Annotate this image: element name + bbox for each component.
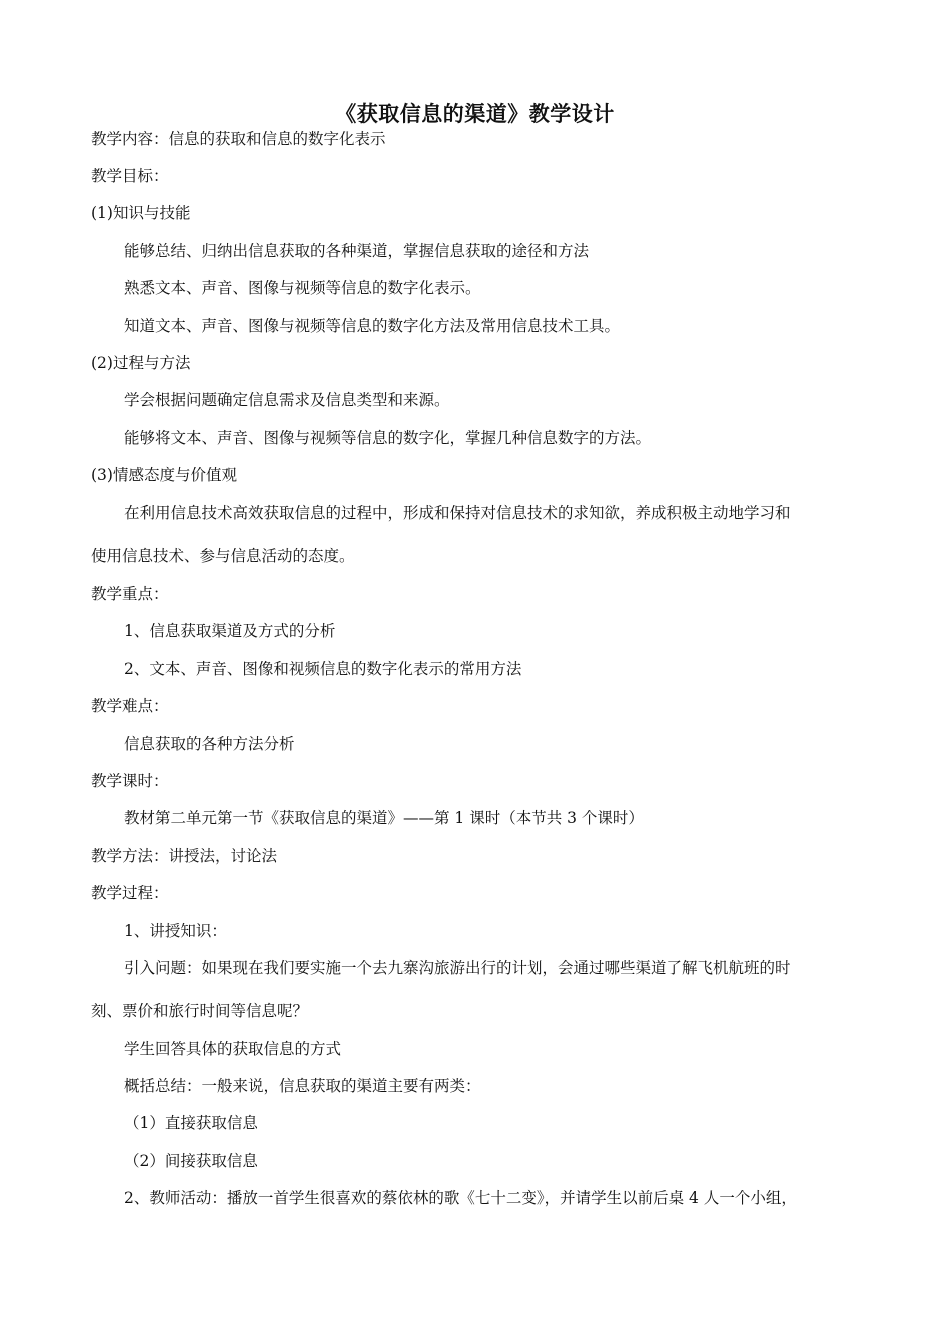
knowledge-skills-heading: (1)知识与技能 <box>91 204 191 222</box>
paragraph-line: 知道文本、声音、图像与视频等信息的数字化方法及常用信息技术工具。 <box>124 317 621 335</box>
paragraph-line: 学会根据问题确定信息需求及信息类型和来源。 <box>124 391 450 409</box>
document-title: 《获取信息的渠道》教学设计 <box>335 101 615 126</box>
teaching-goals-heading: 教学目标： <box>91 167 169 185</box>
paragraph-line: 在利用信息技术高效获取信息的过程中，形成和保持对信息技术的求知欲，养成积极主动地学习和 <box>124 504 791 522</box>
difficulties-heading: 教学难点： <box>91 697 169 715</box>
teaching-content-line: 教学内容：信息的获取和信息的数字化表示 <box>91 130 386 148</box>
paragraph-line: 学生回答具体的获取信息的方式 <box>124 1040 342 1058</box>
paragraph-line: 引入问题：如果现在我们要实施一个去九寨沟旅游出行的计划，会通过哪些渠道了解飞机航班的时 <box>124 959 791 977</box>
process-method-heading: (2)过程与方法 <box>91 354 191 372</box>
paragraph-line-continued: 使用信息技术、参与信息活动的态度。 <box>91 547 355 565</box>
teaching-methods-line: 教学方法：讲授法，讨论法 <box>91 847 278 865</box>
list-item: 1、讲授知识： <box>124 922 227 940</box>
class-hours-heading: 教学课时： <box>91 772 169 790</box>
teaching-process-heading: 教学过程： <box>91 884 169 902</box>
attitude-values-heading: (3)情感态度与价值观 <box>91 466 237 484</box>
key-points-heading: 教学重点： <box>91 585 169 603</box>
list-item: 2、文本、声音、图像和视频信息的数字化表示的常用方法 <box>124 660 522 678</box>
paragraph-line-continued: 刻、票价和旅行时间等信息呢？ <box>91 1002 309 1020</box>
list-item: （2）间接获取信息 <box>124 1152 258 1170</box>
paragraph-line: 熟悉文本、声音、图像与视频等信息的数字化表示。 <box>124 279 481 297</box>
paragraph-line: 概括总结：一般来说，信息获取的渠道主要有两类： <box>124 1077 481 1095</box>
paragraph-line: 能够总结、归纳出信息获取的各种渠道，掌握信息获取的途径和方法 <box>124 242 590 260</box>
list-item: 1、信息获取渠道及方式的分析 <box>124 622 336 640</box>
list-item: （1）直接获取信息 <box>124 1114 258 1132</box>
paragraph-line: 能够将文本、声音、图像与视频等信息的数字化，掌握几种信息数字的方法。 <box>124 429 652 447</box>
paragraph-line: 信息获取的各种方法分析 <box>124 735 295 753</box>
paragraph-line: 2、教师活动：播放一首学生很喜欢的蔡依林的歌《七十二变》，并请学生以前后桌 4 人一个小组， <box>124 1189 797 1207</box>
paragraph-line: 教材第二单元第一节《获取信息的渠道》——第 1 课时（本节共 3 个课时） <box>124 809 644 827</box>
